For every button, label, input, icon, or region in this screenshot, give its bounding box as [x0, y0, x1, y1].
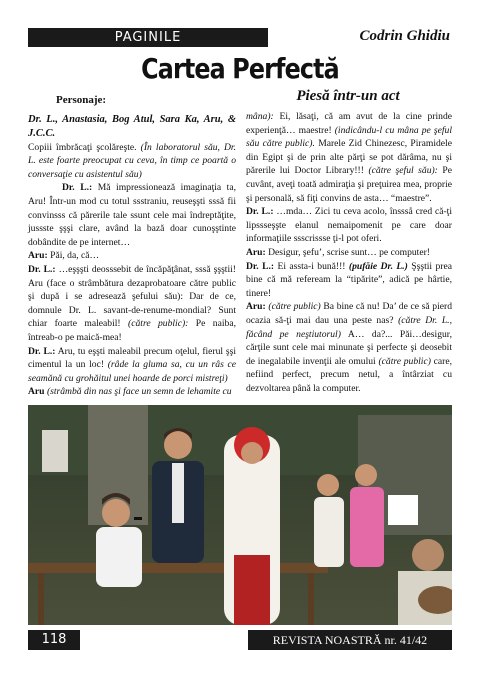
stage-direction: (În laboratorul său, Dr. L. este foarte preocupat cu ceva, în timp ce poartă o conversaţie cu asistentul său): [28, 141, 237, 180]
paragraph: [246, 205, 452, 246]
text: Păi, da, că…: [50, 250, 100, 262]
paragraph: [28, 141, 236, 182]
stage-direction: (către public): [268, 301, 321, 313]
text: A… da?... Păi…desigur, cărţile sunt cele mai minunate şi perfecte şi deosebit de inegalabile invenţii ale omului: [246, 328, 453, 367]
paragraph: [246, 110, 452, 205]
stage-direction: mâna):: [246, 111, 274, 122]
page-title: Cartea Perfectă: [141, 52, 339, 85]
speaker: Dr. L.:: [246, 206, 274, 218]
speaker: Aru:: [28, 250, 48, 262]
text: Şşştii prea bine că mă refeream la “tipărite”, adică pe hârtie, tinere!: [246, 260, 452, 299]
text: Mă impressionează imaginaţia ta, Aru! Într-un mod cu totul ssstraniu, reuseşşti sssă fii convinsss că părerile tale ssunt cele mai îndreptăţite, jussste şşşi clare, având la bază doar cunoşştinte dobândite de pe internet…: [28, 182, 236, 248]
left-column: [28, 94, 236, 399]
speaker: Aru: [28, 386, 45, 398]
text: care, nefiind perfect, precum netul, a întârziat cu dezvoltarea până la computer.: [246, 355, 453, 394]
stage-direction: (către public):: [128, 318, 189, 330]
speaker: Dr. L.:: [62, 182, 93, 194]
speaker: Aru:: [246, 246, 266, 258]
paragraph: [246, 300, 452, 395]
author-name: Codrin Ghidiu: [359, 28, 450, 44]
stage-direction: (pufăie Dr. L.): [348, 260, 408, 272]
stage-direction: (râde la gluma sa, cu un râs ce seamănă cu grohăitul unei hoarde de porci mistreţi): [28, 359, 237, 384]
cast-list: Dr. L., Anastasia, Bog Atul, Sara Ka, Aru, & J.C.C.: [28, 113, 236, 139]
text: Copiii îmbrăcaţi şcolăreşte.: [28, 141, 137, 153]
stage-direction: (indicându-l cu mâna pe şeful său către public).: [246, 124, 452, 150]
text: Ei assta-i bună!!!: [277, 260, 346, 272]
paragraph: [28, 263, 236, 345]
stage-photo: [28, 405, 452, 625]
speaker: Aru:: [246, 301, 266, 313]
text: Ba bine că nu! Da’ de ce să pierd ocazia să-ţi mai dau una peste nas?: [246, 301, 452, 326]
text: Pe cuvânt, aveţi toată admiraţia şi preţuirea mea, proprie şi personală, să fiţi convins de asta… “maestre”.: [246, 165, 452, 204]
stage-direction: (către Dr. L., făcând pe neştiutorul): [246, 314, 452, 340]
paragraph: [246, 246, 452, 260]
cast-heading: Personaje:: [56, 94, 107, 106]
text: Marele Zid Chinezesc, Piramidele din Egipt şi de prin alte părţi se pot dărâma, nu şi părerile lui Doctor Library!!!: [246, 138, 452, 177]
page-number: 118: [28, 630, 80, 650]
right-column: [246, 110, 452, 395]
speaker: Dr. L.:: [246, 260, 275, 272]
text: Pe naiba, întreab-o pe maică-mea!: [28, 318, 236, 343]
stage-direction: (către public): [378, 355, 431, 367]
section-label: PAGINILE: [114, 30, 182, 45]
paragraph: [28, 385, 236, 399]
speaker: Dr. L.:: [28, 263, 56, 275]
stage-direction: (strâmbă din nas şi face un semn de lehamite cu: [46, 386, 232, 398]
text: Desigur, şefu’, scrise sunt… pe computer!: [268, 246, 430, 258]
text: …eşşşti deosssebit de încăpăţânat, sssă şşştii! Aru (face o strâmbătura dezaprobatoare către public şi după i se adresează şefului său): Dar de ce, domnule Dr. L. savant-de-renume-mondial? Sunt chiar foarte maleabil!: [28, 263, 236, 330]
page-subtitle: Piesă într-un act: [296, 88, 400, 104]
speaker: Dr. L.:: [28, 345, 56, 357]
stage-direction: (către şeful său):: [368, 165, 438, 177]
text: Aru, tu eşşti maleabil precum oţelul, fierul şşi cimentul la un loc!: [28, 345, 237, 371]
paragraph: [28, 345, 236, 386]
paragraph: [246, 260, 452, 301]
paragraph: [28, 181, 236, 249]
magazine-label: REVISTA NOASTRĂ nr. 41/42: [248, 630, 452, 650]
text: …mda… Zici tu ceva acolo, înssså cred că-ţi lipssseşşte elanul nemaipomenit pe care doar informaţiile ssscrissse ţi-l pot oferi.: [246, 206, 452, 245]
text: Ei, lăsaţi, că am avut de la cine prinde experienţă… maestre!: [246, 111, 452, 136]
paragraph: [28, 249, 236, 263]
